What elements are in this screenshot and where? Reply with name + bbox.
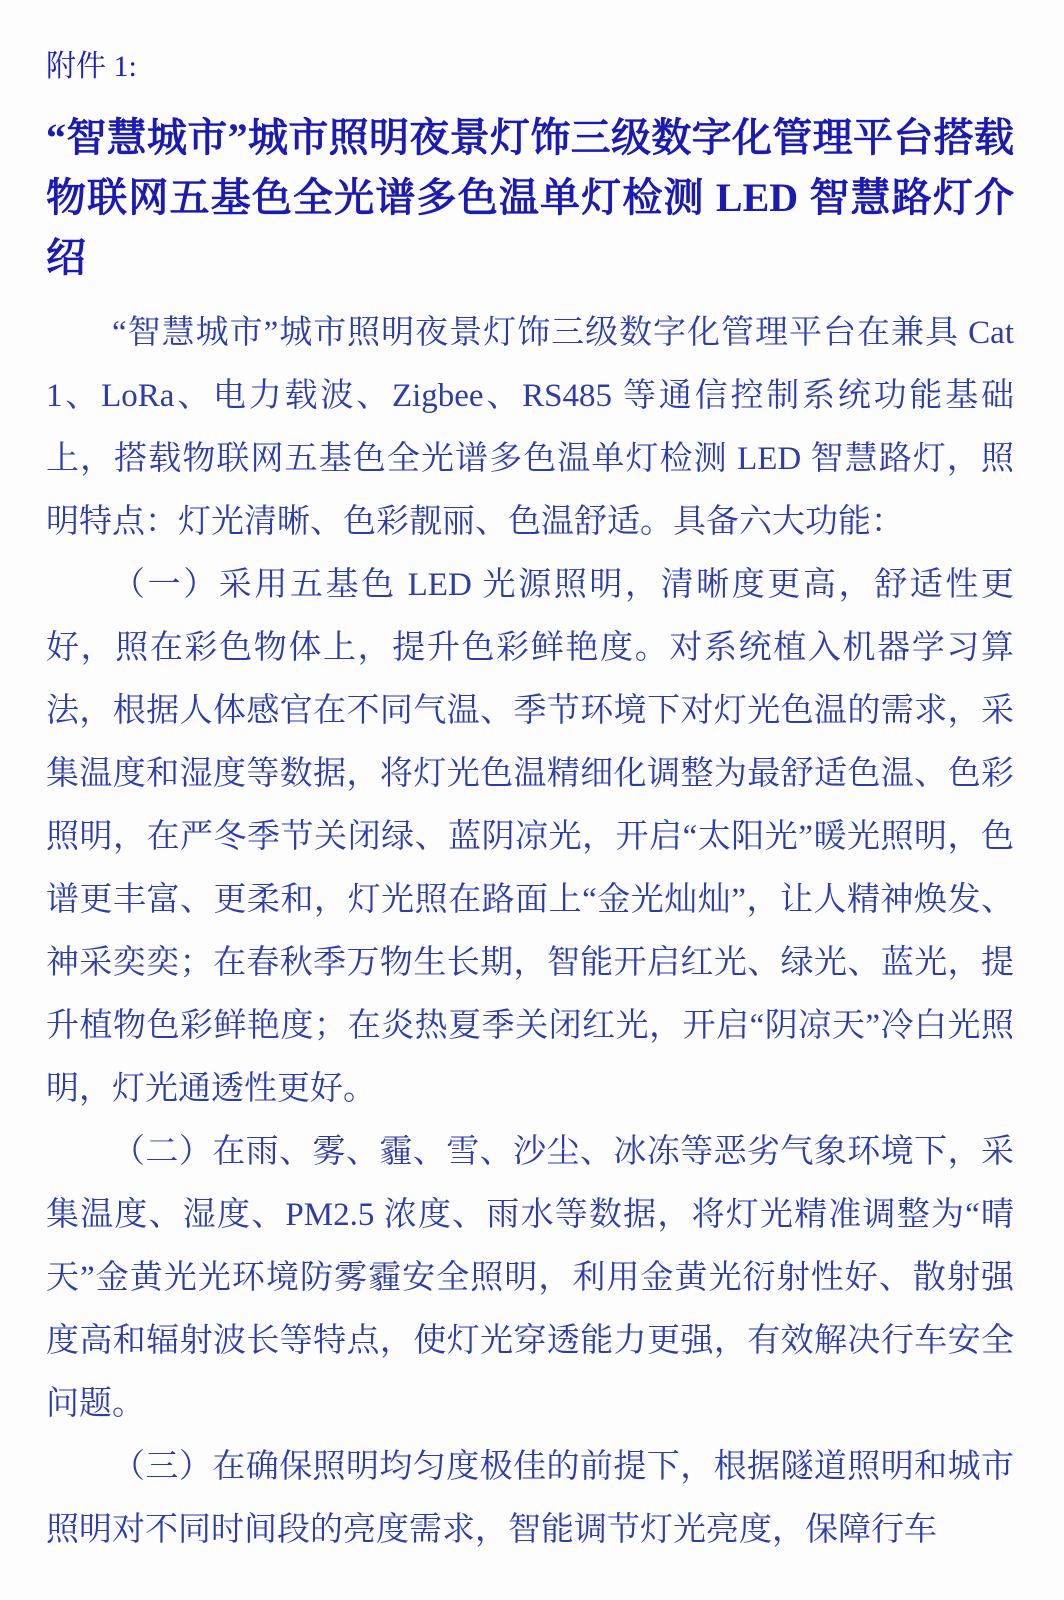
document-title: “智慧城市”城市照明夜景灯饰三级数字化管理平台搭载物联网五基色全光谱多色温单灯检测 LED 智慧路灯介绍 <box>46 115 1014 280</box>
paragraph-function-3: （三）在确保照明均匀度极佳的前提下，根据隧道照明和城市照明对不同时间段的亮度需求，智能调节灯光亮度，保障行车 <box>46 1449 1014 1548</box>
paragraph-intro: “智慧城市”城市照明夜景灯饰三级数字化管理平台在兼具 Cat1、LoRa、电力载波、Zigbee、RS485 等通信控制系统功能基础上，搭载物联网五基色全光谱多色温单灯检测 LED 智慧路灯，照明特点：灯光清晰、色彩靓丽、色温舒适。具备六大功能： <box>46 315 1014 540</box>
document-body <box>46 302 1014 1562</box>
paragraph-function-1: （一）采用五基色 LED 光源照明，清晰度更高，舒适性更好，照在彩色物体上，提升色彩鲜艳度。对系统植入机器学习算法，根据人体感官在不同气温、季节环境下对灯光色温的需求，采集温度和湿度等数据，将灯光色温精细化调整为最舒适色温、色彩照明，在严冬季节关闭绿、蓝阴凉光，开启“太阳光”暖光照明，色谱更丰富、更柔和，灯光照在路面上“金光灿灿”，让人精神焕发、神采奕奕；在春秋季万物生长期，智能开启红光、绿光、蓝光，提升植物色彩鲜艳度；在炎热夏季关闭红光，开启“阴凉天”冷白光照明，灯光通透性更好。 <box>46 567 1014 1107</box>
paragraph-function-2: （二）在雨、雾、霾、雪、沙尘、冰冻等恶劣气象环境下，采集温度、湿度、PM2.5 浓度、雨水等数据，将灯光精准调整为“晴天”金黄光光环境防雾霾安全照明，利用金黄光衍射性好、散射强度高和辐射波长等特点，使灯光穿透能力更强，有效解决行车安全问题。 <box>46 1134 1014 1422</box>
attachment-label: 附件 1: <box>46 50 137 83</box>
